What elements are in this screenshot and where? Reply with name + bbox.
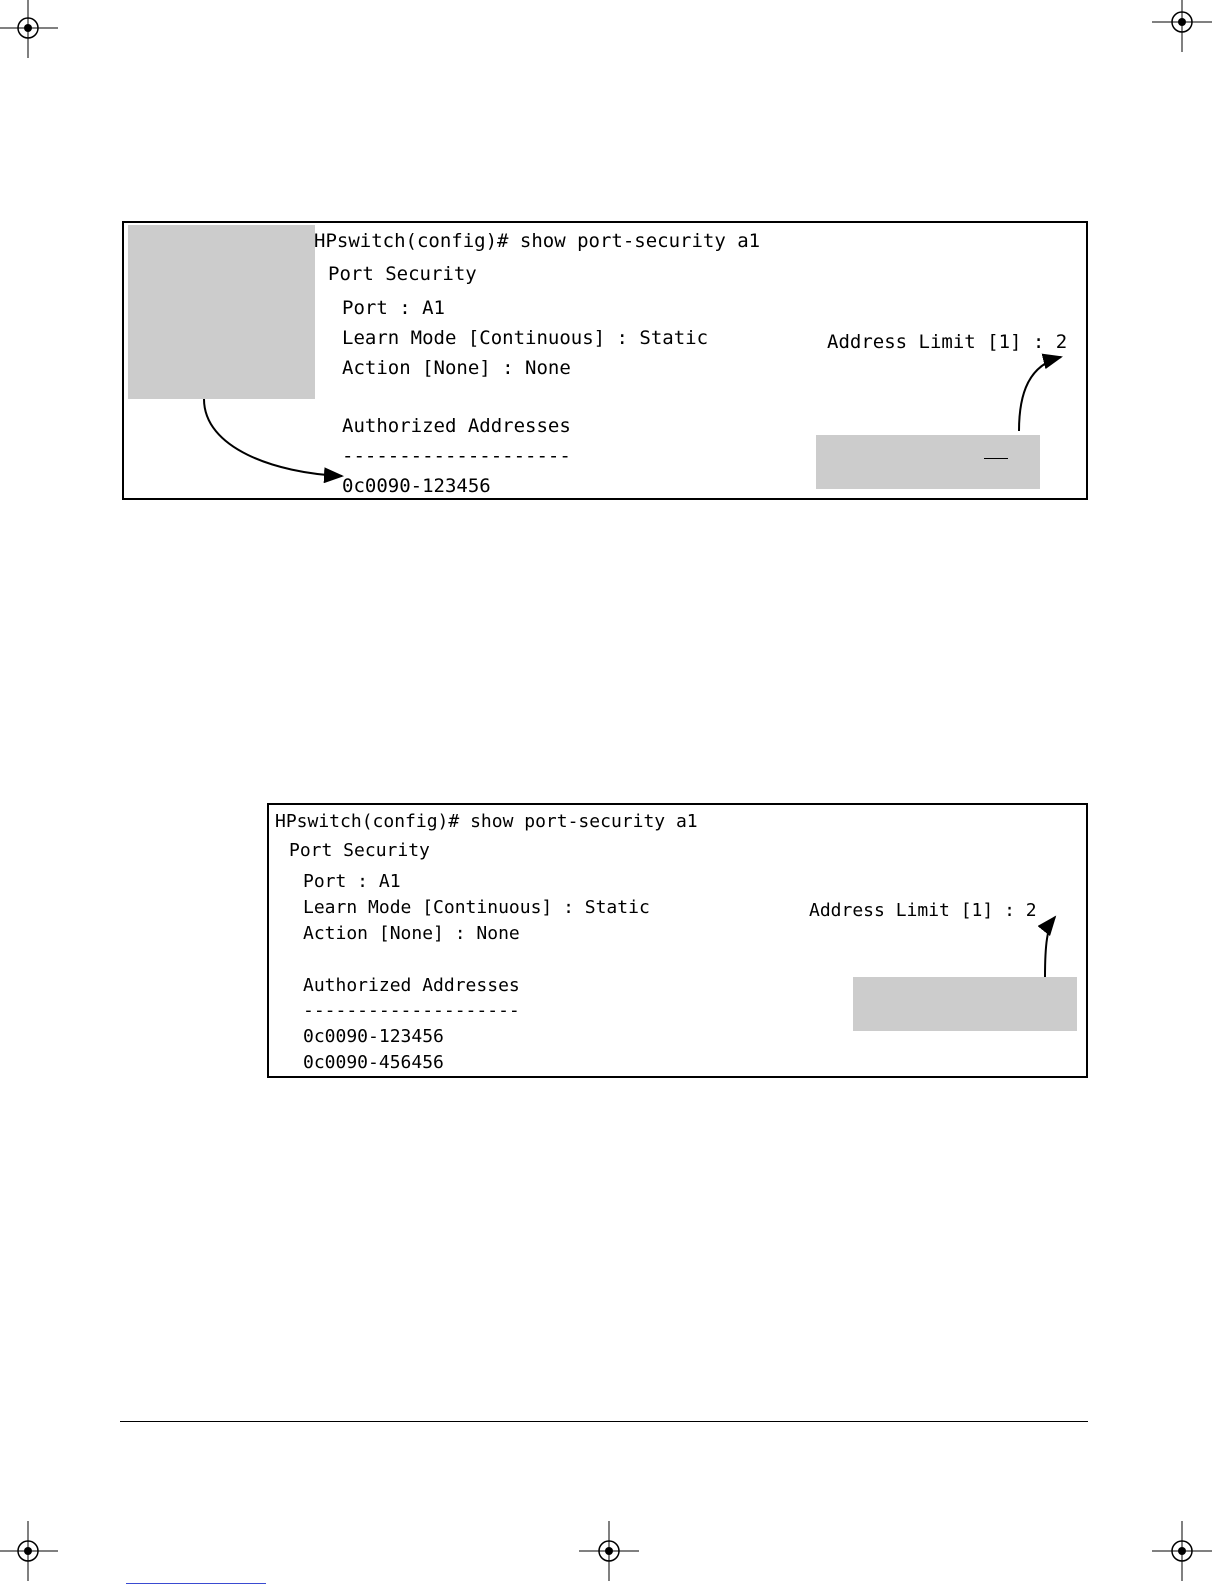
crop-mark-bottom-center — [579, 1521, 639, 1581]
crop-mark-bottom-right — [1152, 1521, 1212, 1581]
port-line: Port : A1 — [303, 871, 401, 892]
separator-line: -------------------- — [303, 1000, 520, 1021]
learn-mode-line: Learn Mode [Continuous] : Static — [342, 327, 709, 349]
arrow-to-address — [204, 399, 342, 476]
address-limit-line: Address Limit [1] : 2 — [809, 900, 1037, 921]
command-line: HPswitch(config)# show port-security a1 — [314, 230, 761, 252]
port-line: Port : A1 — [342, 297, 445, 319]
address-limit-line: Address Limit [1] : 2 — [827, 331, 1068, 353]
footer-rule — [120, 1421, 1088, 1422]
address-entry: 0c0090-123456 — [303, 1026, 444, 1047]
arrow-to-address-limit — [1019, 357, 1061, 431]
authorized-heading: Authorized Addresses — [342, 415, 571, 437]
arrow-to-address-limit — [1045, 917, 1055, 977]
command-line: HPswitch(config)# show port-security a1 — [275, 811, 698, 832]
figure-port-security-two-addresses — [267, 803, 1088, 1078]
authorized-heading: Authorized Addresses — [303, 975, 520, 996]
section-heading: Port Security — [328, 263, 477, 285]
action-line: Action [None] : None — [342, 357, 571, 379]
figure-port-security-one-address — [122, 221, 1088, 500]
action-line: Action [None] : None — [303, 923, 520, 944]
crop-mark-top-right — [1152, 0, 1212, 52]
separator-line: -------------------- — [342, 445, 571, 467]
crop-mark-bottom-left — [0, 1521, 58, 1581]
learn-mode-line: Learn Mode [Continuous] : Static — [303, 897, 650, 918]
section-heading: Port Security — [289, 840, 430, 861]
crop-mark-top-left — [0, 0, 58, 58]
figure2-arrows — [269, 805, 1086, 1076]
address-entry: 0c0090-456456 — [303, 1052, 444, 1073]
figure1-arrows — [124, 223, 1086, 498]
address-entry: 0c0090-123456 — [342, 475, 491, 497]
